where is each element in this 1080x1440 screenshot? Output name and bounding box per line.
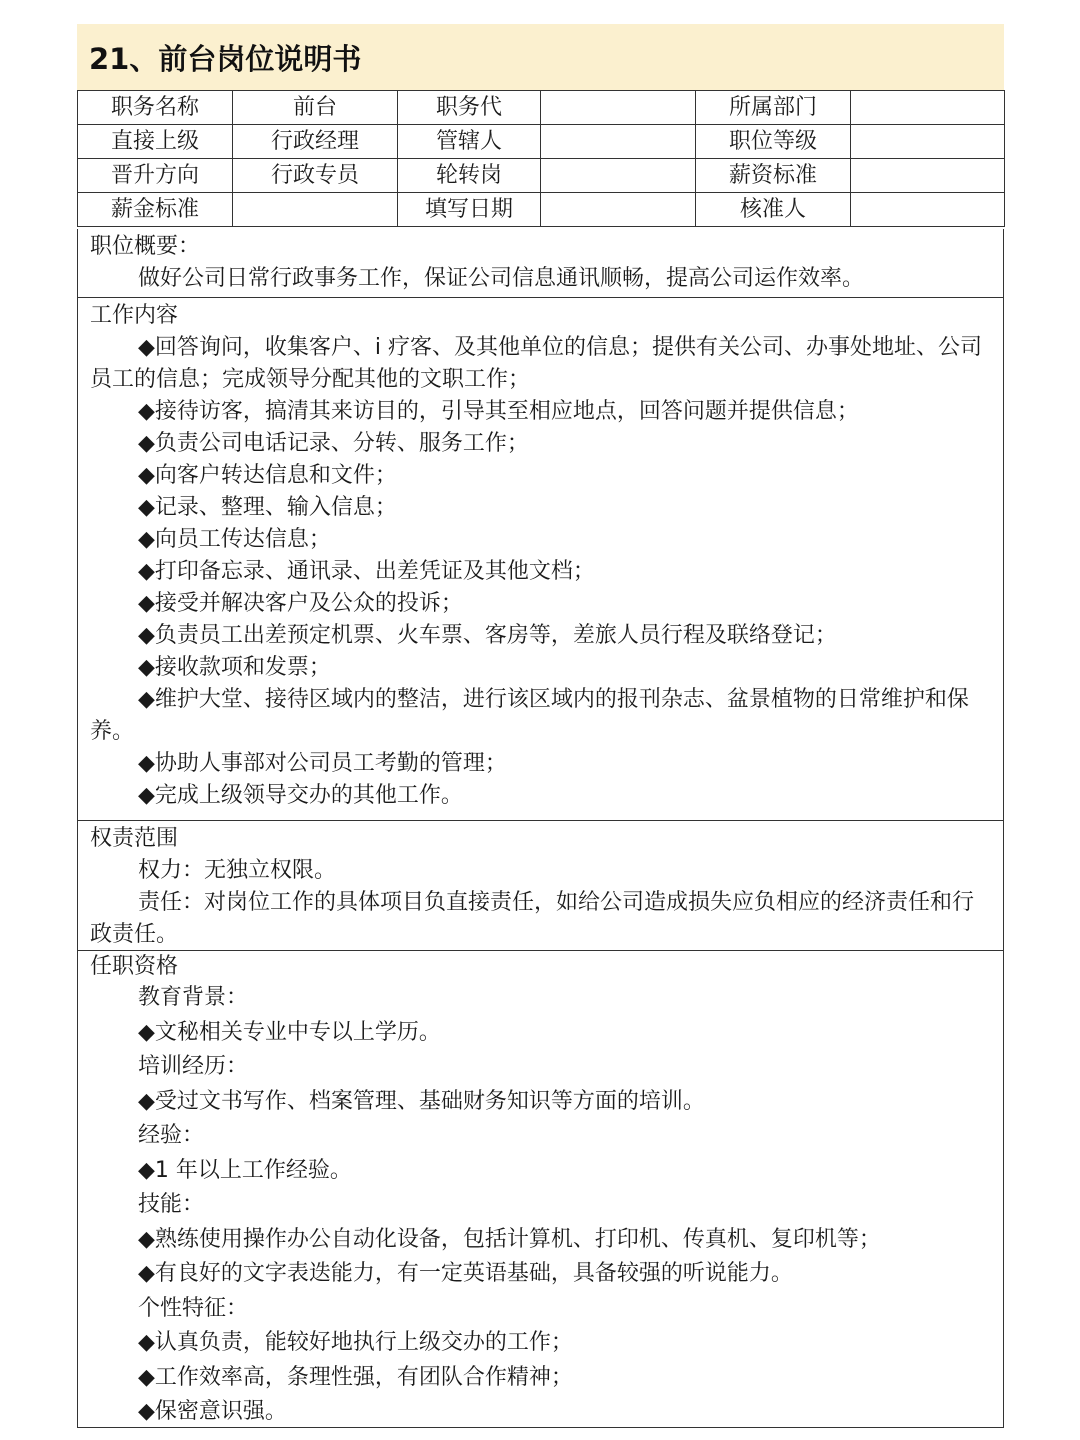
qualification-line: ◆熟练使用操作办公自动化设备，包括计算机、打印机、传真机、复印机等； (138, 1226, 881, 1252)
qualification-line: ◆文秘相关专业中专以上学历。 (138, 1019, 441, 1045)
list-item: ◆完成上级领导交办的其他工作。 (138, 783, 463, 808)
authority-heading: 权责范围 (90, 826, 179, 851)
qualifications-section (77, 951, 1004, 1428)
table-cell: 薪金标准 (78, 193, 233, 227)
qualification-line: 教育背景： (138, 985, 249, 1010)
table-cell (541, 193, 696, 227)
table-cell: 晋升方向 (78, 159, 233, 193)
table-cell: 填写日期 (398, 193, 541, 227)
table-cell: 轮转岗 (398, 159, 541, 193)
table-row (78, 125, 1005, 159)
authority-section (77, 821, 1004, 951)
qualification-line: ◆认真负责，能较好地执行上级交办的工作； (138, 1330, 573, 1355)
list-item: ◆负责员工出差预定机票、火车票、客房等，差旅人员行程及联络登记； (138, 623, 837, 648)
list-item: ◆记录、整理、输入信息； (138, 495, 397, 520)
table-row (78, 91, 1005, 125)
table-cell: 职务名称 (78, 91, 233, 125)
qualification-line: 技能： (138, 1192, 205, 1217)
table-cell (851, 159, 1005, 193)
list-item: ◆接待访客，搞清其来访目的，引导其至相应地点，回答问题并提供信息； (138, 399, 859, 424)
table-cell: 管辖人 (398, 125, 541, 159)
table-cell: 直接上级 (78, 125, 233, 159)
table-cell: 核准人 (696, 193, 851, 227)
overview-text: 做好公司日常行政事务工作，保证公司信息通讯顺畅，提高公司运作效率。 (138, 266, 865, 291)
qualification-line: ◆工作效率高，条理性强，有团队合作精神； (138, 1364, 573, 1390)
duties-section (77, 298, 1004, 821)
overview-heading: 职位概要： (90, 234, 201, 259)
list-item: ◆向员工传达信息； (138, 527, 331, 552)
qualification-line: 经验： (138, 1123, 205, 1148)
table-cell (541, 91, 696, 125)
table-cell: 前台 (233, 91, 398, 125)
table-cell (851, 91, 1005, 125)
list-item: ◆维护大堂、接待区域内的整洁，进行该区域内的报刊杂志、盆景植物的日常维护和保养。 (90, 687, 969, 744)
list-item: ◆回答询问，收集客户、i 疗客、及其他单位的信息；提供有关公司、办事处地址、公司员工的信息；完成领导分配其他的文职工作； (90, 335, 983, 392)
table-cell (541, 159, 696, 193)
table-cell (851, 193, 1005, 227)
list-item: ◆打印备忘录、通讯录、出差凭证及其他文档； (138, 559, 595, 584)
table-cell: 行政专员 (233, 159, 398, 193)
table-cell: 薪资标准 (696, 159, 851, 193)
overview-section (77, 229, 1004, 298)
list-item: ◆负责公司电话记录、分转、服务工作； (138, 431, 529, 456)
job-info-table (77, 90, 1005, 227)
table-cell: 行政经理 (233, 125, 398, 159)
table-cell: 职位等级 (696, 125, 851, 159)
table-cell (541, 125, 696, 159)
table-row (78, 159, 1005, 193)
list-item: ◆协助人事部对公司员工考勤的管理； (138, 751, 507, 776)
duties-heading: 工作内容 (90, 303, 179, 328)
qualifications-heading: 任职资格 (90, 954, 179, 979)
list-item: ◆接受并解决客户及公众的投诉； (138, 591, 463, 616)
qualification-line: 个性特征： (138, 1295, 249, 1321)
table-row (78, 193, 1005, 227)
document-title: 21、前台岗位说明书 (89, 41, 362, 76)
qualification-line: ◆受过文书写作、档案管理、基础财务知识等方面的培训。 (138, 1088, 705, 1114)
qualification-line: ◆1 年以上工作经验。 (138, 1157, 352, 1183)
authority-power: 权力：无独立权限。 (138, 858, 337, 883)
list-item: ◆向客户转达信息和文件； (138, 463, 397, 488)
authority-responsibility: 责任：对岗位工作的具体项目负直接责任，如给公司造成损失应负相应的经济责任和行政责任。 (90, 890, 975, 947)
table-cell (851, 125, 1005, 159)
qualification-line: 培训经历： (138, 1054, 249, 1079)
table-cell (233, 193, 398, 227)
qualification-line: ◆保密意识强。 (138, 1399, 287, 1424)
table-cell: 职务代 (398, 91, 541, 125)
qualification-line: ◆有良好的文字表迭能力，有一定英语基础，具备较强的听说能力。 (138, 1261, 793, 1286)
table-cell: 所属部门 (696, 91, 851, 125)
list-item: ◆接收款项和发票； (138, 655, 331, 680)
document-title-bar (77, 24, 1004, 90)
